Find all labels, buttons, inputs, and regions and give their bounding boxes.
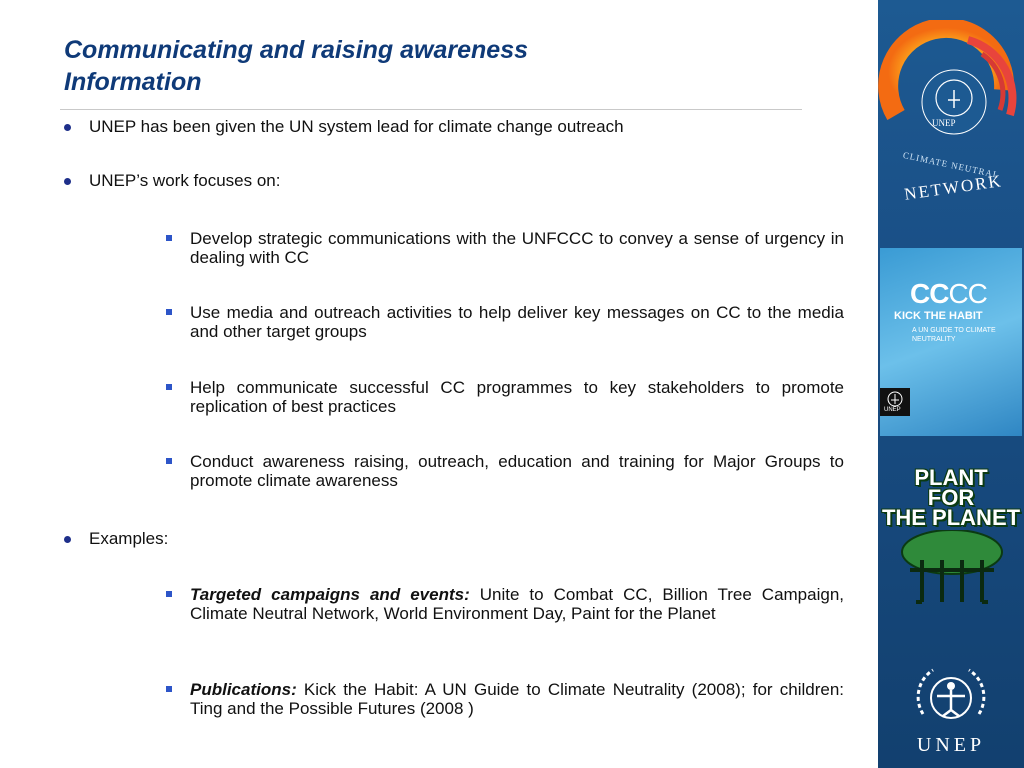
square-bullet-icon bbox=[166, 458, 172, 464]
cn-logo-unep: UNEP bbox=[932, 118, 956, 128]
sub-bullet-text: Develop strategic communications with the UNFCCC to convey a sense of urgency in dealing with CC bbox=[190, 229, 844, 267]
square-bullet-icon bbox=[166, 591, 172, 597]
bullet-text: UNEP’s work focuses on: bbox=[89, 171, 281, 190]
plant-line-2: FOR bbox=[927, 485, 975, 510]
unep-badge-icon bbox=[880, 388, 910, 416]
cccc-subtitle: KICK THE HABIT bbox=[894, 310, 983, 322]
plant-line-1: PLANT bbox=[914, 465, 988, 490]
plant-logo-text bbox=[878, 465, 1024, 530]
bullet-text: UNEP has been given the UN system lead for climate change outreach bbox=[89, 117, 624, 136]
slide-title bbox=[64, 34, 804, 98]
cccc-thin: CC bbox=[948, 278, 987, 309]
example-text: Unite to Combat CC, Billion Tree Campaign, Climate Neutral Network, World Environment Day, Paint for the Planet bbox=[190, 585, 845, 623]
sub-bullet-text bbox=[190, 585, 844, 623]
plant-for-the-planet-logo bbox=[878, 460, 1024, 610]
bullet-dot-icon bbox=[64, 124, 71, 131]
bullet-dot-icon bbox=[64, 536, 71, 543]
square-bullet-icon bbox=[166, 235, 172, 241]
tree-people-icon bbox=[900, 530, 1004, 606]
square-bullet-icon bbox=[166, 384, 172, 390]
kick-the-habit-cover bbox=[880, 248, 1022, 436]
bullet-text: Examples: bbox=[89, 529, 169, 548]
title-line-2: Information bbox=[64, 68, 202, 96]
title-line-1: Communicating and raising awareness bbox=[64, 36, 529, 64]
sub-bullet-text: Conduct awareness raising, outreach, education and training for Major Groups to promote climate awareness bbox=[190, 452, 844, 490]
unep-badge-text: UNEP bbox=[884, 407, 901, 413]
cn-logo-arc-text: CLIMATE NEUTRAL bbox=[902, 149, 1001, 181]
square-bullet-icon bbox=[166, 309, 172, 315]
unep-logo-text: UNEP bbox=[916, 734, 986, 756]
example-lead: Targeted campaigns and events: bbox=[190, 585, 470, 604]
cccc-tagline: A UN GUIDE TO CLIMATE NEUTRALITY bbox=[912, 327, 996, 343]
sidebar bbox=[878, 0, 1024, 768]
sub-bullet-text: Help communicate successful CC programmes to key stakeholders to promote replication of best practices bbox=[190, 378, 844, 416]
sub-bullet-text: Use media and outreach activities to help deliver key messages on CC to the media and other target groups bbox=[190, 303, 844, 341]
example-lead: Publications: bbox=[190, 680, 297, 699]
unep-emblem-icon bbox=[913, 658, 989, 734]
cn-logo-network: NETWORK bbox=[903, 171, 1004, 204]
plant-line-3: THE PLANET bbox=[881, 505, 1021, 530]
square-bullet-icon bbox=[166, 686, 172, 692]
sub-bullet-text bbox=[190, 680, 844, 718]
climate-neutral-network-logo bbox=[878, 20, 1024, 220]
title-divider bbox=[60, 109, 802, 110]
example-text: Kick the Habit: A UN Guide to Climate Neutrality (2008); for children: Ting and the Possible Futures (2008 ) bbox=[190, 680, 844, 718]
unep-logo bbox=[878, 650, 1024, 768]
cccc-title bbox=[910, 278, 987, 310]
bullet-dot-icon bbox=[64, 178, 71, 185]
cccc-bold: CC bbox=[910, 278, 949, 309]
